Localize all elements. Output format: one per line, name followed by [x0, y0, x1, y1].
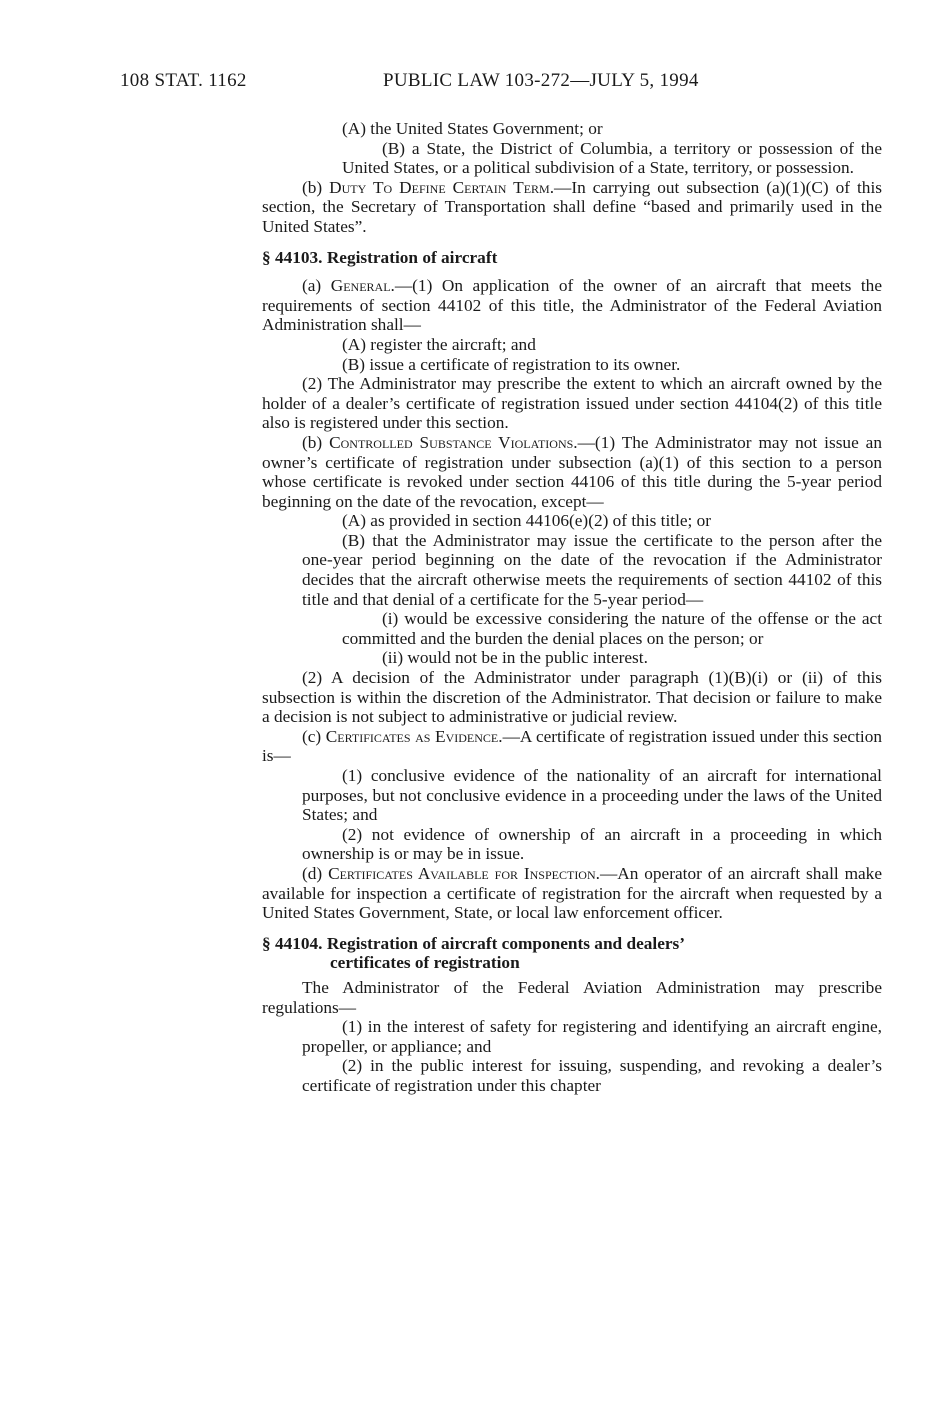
subsection-b-controlled: [262, 433, 882, 511]
section-number: § 44103.: [262, 247, 327, 267]
subsection-label: (d): [302, 863, 329, 883]
section-44104-intro: The Administrator of the Federal Aviation Administration may prescribe regulations—: [262, 977, 882, 1017]
subsection-text: —(1) The Administrator may not issue an owner’s certificate of registration under subsection (a)(1) of this section to a person whose certificate is revoked under section 44106 of this title during the 5-year period beginning on the date of the revocation, except—: [262, 432, 882, 511]
subsection-text: —A certificate of registration issued under this section is—: [262, 726, 882, 766]
section-title-line2: certificates of registration: [330, 953, 520, 973]
section-number: § 44104.: [262, 933, 327, 953]
clause-b-a: (A) as provided in section 44106(e)(2) of this title; or: [342, 511, 712, 531]
paragraph-c1: (1) conclusive evidence of the nationality of an aircraft for international purposes, but not conclusive evidence in a proceeding under the laws of the United States; and: [302, 766, 882, 825]
subclause-i: (i) would be excessive considering the nature of the offense or the act committed and the burden the denial places on the person; or: [342, 609, 882, 648]
subsection-text: —In carrying out subsection (a)(1)(C) of this section, the Secretary of Transportation shall define “based and primarily used in the United States”.: [262, 177, 882, 236]
paragraph-104-2: (2) in the public interest for issuing, suspending, and revoking a dealer’s certificate of registration under this chapter: [302, 1056, 882, 1095]
subsection-label: (b): [302, 177, 330, 197]
subsection-text: —(1) On application of the owner of an aircraft that meets the requirements of section 44102 of this title, the Administrator of the Federal Aviation Administration shall—: [262, 276, 882, 335]
clause-b-issue: (B) issue a certificate of registration to its owner.: [342, 354, 681, 374]
subsection-text: —An operator of an aircraft shall make available for inspection a certificate of registration for the aircraft when requested by a United States Government, State, or local law enforcement officer.: [262, 863, 882, 923]
paragraph-104-1: (1) in the interest of safety for registering and identifying an aircraft engine, propeller, or appliance; and: [302, 1017, 882, 1056]
paragraph-a2: (2) The Administrator may prescribe the extent to which an aircraft owned by the holder of a dealer’s certificate of registration issued under section 44104(2) of this title also is registered under this section.: [262, 374, 882, 433]
clause-a: (A) the United States Government; or: [342, 119, 603, 138]
section-44104-heading: [262, 934, 882, 973]
clause-b-b: (B) that the Administrator may issue the certificate to the person after the one-year period beginning on the date of the revocation if the Administrator decides that the aircraft otherwise meets the requirements of section 44102 of this title and that denial of a certificate for the 5-year period—: [302, 530, 882, 609]
section-title: Registration of aircraft: [326, 247, 498, 267]
subsection-b-duty: [262, 178, 882, 237]
subsection-heading: Certificates Available for Inspection.: [328, 863, 600, 883]
subsection-heading: Duty To Define Certain Term.: [329, 177, 555, 197]
clause-b: (B) a State, the District of Columbia, a territory or possession of the United States, or a political subdivision of a State, territory, or possession.: [342, 138, 882, 178]
statute-body: [262, 119, 882, 1096]
subclause-ii: (ii) would not be in the public interest.: [382, 648, 648, 668]
subsection-d-inspection: [262, 864, 882, 923]
subsection-label: (c): [302, 726, 326, 746]
page-citation: 108 STAT. 1162: [120, 70, 247, 91]
clause-a-register: (A) register the aircraft; and: [342, 334, 536, 354]
paragraph-b2: (2) A decision of the Administrator under paragraph (1)(B)(i) or (ii) of this subsection is within the discretion of the Administrator. That decision or failure to make a decision is not subject to administrative or judicial review.: [262, 668, 882, 727]
section-44103-heading: [262, 248, 882, 268]
running-head: PUBLIC LAW 103-272—JULY 5, 1994: [383, 70, 699, 91]
subsection-a-general: [262, 276, 882, 335]
subsection-heading: General.: [330, 276, 395, 296]
subsection-label: (b): [302, 432, 330, 452]
subsection-label: (a): [302, 276, 331, 296]
section-title-line1: Registration of aircraft components and dealers’: [326, 933, 686, 953]
subsection-heading: Controlled Substance Violations.: [329, 432, 578, 452]
subsection-c-evidence: [262, 727, 882, 766]
subsection-heading: Certificates as Evidence.: [325, 726, 503, 746]
paragraph-c2: (2) not evidence of ownership of an aircraft in a proceeding in which ownership is or may be in issue.: [302, 824, 882, 864]
